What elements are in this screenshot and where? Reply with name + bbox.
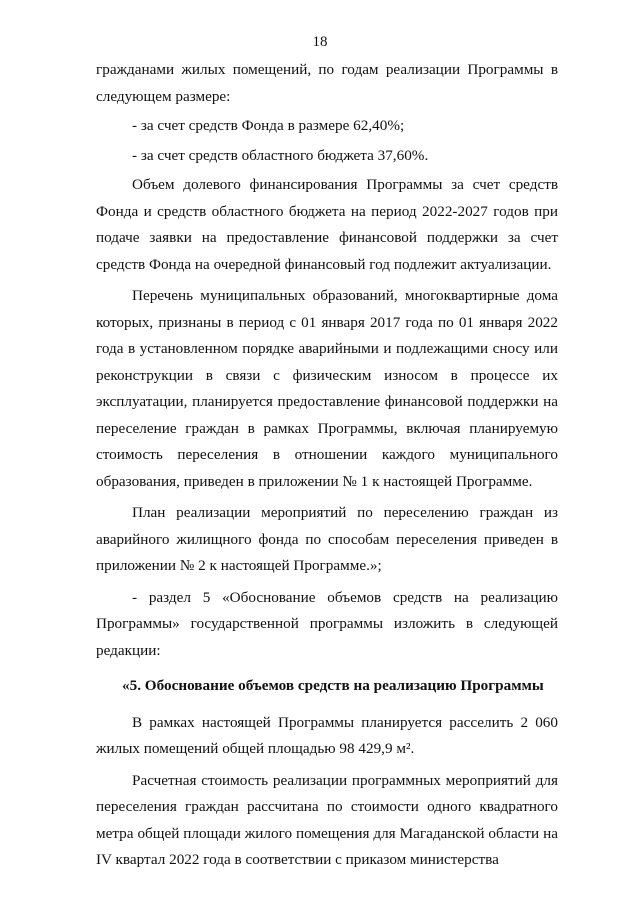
document-body [96,57,558,874]
page-number: 18 [312,34,328,50]
paragraph-resettlement-volume: В рамках настоящей Программы планируется расселить 2 060 жилых помещений общей площадью 98 429,9 м². [96,713,558,757]
list-item-regional-budget-share: - за счет средств областного бюджета 37,60%. [132,146,429,164]
paragraph-municipalities-list: Перечень муниципальных образований, многоквартирные дома которых, признаны в период с 01 января 2017 года по 01 января 2022 года в установленном порядке аварийными и подлежащими сносу или реконструкции в связи с физическим износом в процессе их эксплуатации, планируется предоставление финансовой поддержки на переселение граждан в рамках Программы, включая планируемую стоимость переселения в отношении каждого муниципального образования, приведен в приложении № 1 к настоящей Программе. [96,287,558,490]
section-heading: «5. Обоснование объемов средств на реализацию Программы [122,677,544,694]
paragraph-estimated-cost: Расчетная стоимость реализации программных мероприятий для переселения граждан рассчитана по стоимости одного квадратного метра общей площади жилого помещения для Магаданской области на IV квартал 2022 года в соответствии с приказом министерства [96,771,558,868]
paragraph-cofinancing: Объем долевого финансирования Программы за счет средств Фонда и средств областного бюджета на период 2022-2027 годов при подаче заявки на предоставление финансовой поддержки за счет средств Фонда на очередной финансовый год подлежит актуализации. [96,176,558,273]
paragraph-resettlement-plan: План реализации мероприятий по переселению граждан из аварийного жилищного фонда по способам переселения приведен в приложении № 2 к настоящей Программе.»; [96,504,558,574]
paragraph-continuation: гражданами жилых помещений, по годам реализации Программы в следующем размере: [96,61,558,105]
list-item-fund-share: - за счет средств Фонда в размере 62,40%; [132,117,405,134]
paragraph-section-5-amendment: - раздел 5 «Обоснование объемов средств на реализацию Программы» государственной программы изложить в следующей редакции: [96,588,558,659]
